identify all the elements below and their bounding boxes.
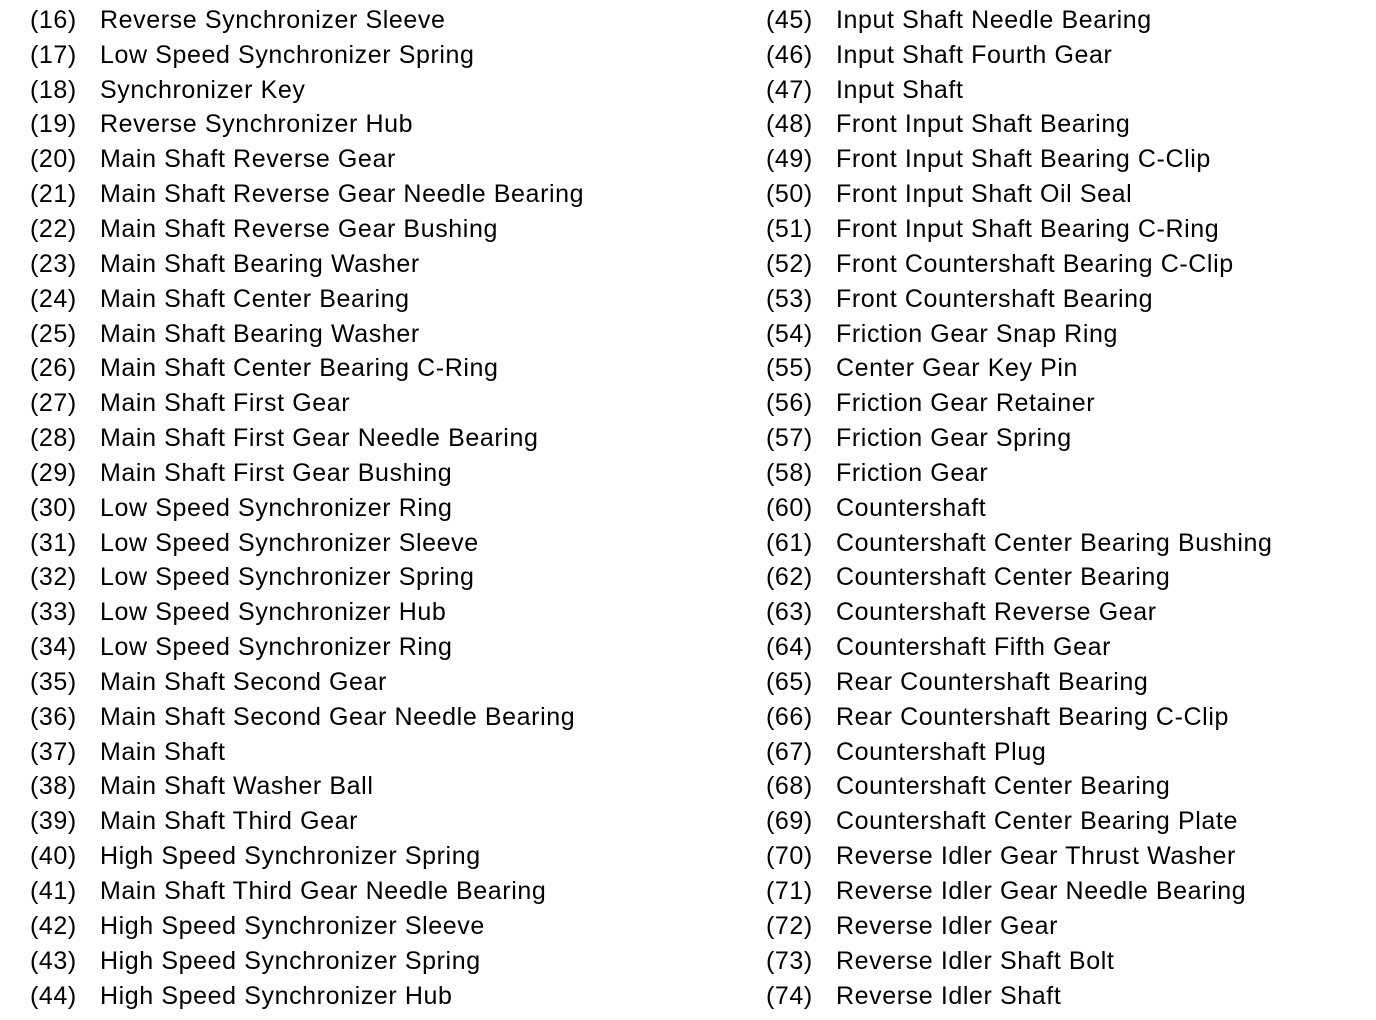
parts-list-right [766,3,1366,1013]
part-name: Low Speed Synchronizer Spring [100,40,475,69]
list-item [30,421,730,456]
part-number: (21) [30,180,77,209]
part-name: Main Shaft Center Bearing [100,284,410,313]
list-item [30,630,730,665]
part-number: (49) [766,145,813,174]
list-item [30,386,730,421]
part-name: Friction Gear Retainer [836,389,1096,418]
part-name: Synchronizer Key [100,75,306,104]
list-item [766,38,1366,73]
list-item [766,979,1366,1014]
part-number: (72) [766,911,813,940]
list-item [30,979,730,1014]
list-item [30,177,730,212]
list-item [766,177,1366,212]
list-item [30,108,730,143]
list-item [30,665,730,700]
parts-list-left [30,3,730,1013]
part-number: (63) [766,598,813,627]
part-number: (67) [766,737,813,766]
part-number: (16) [30,5,77,34]
part-name: Main Shaft Washer Ball [100,772,374,801]
part-name: Countershaft Plug [836,737,1047,766]
list-item [30,770,730,805]
part-number: (42) [30,911,77,940]
list-item [30,839,730,874]
part-number: (71) [766,877,813,906]
list-item [766,421,1366,456]
part-name: Countershaft Fifth Gear [836,633,1112,662]
part-name: Main Shaft Second Gear Needle Bearing [100,702,576,731]
part-name: Reverse Idler Gear Thrust Washer [836,842,1236,871]
list-item [766,456,1366,491]
list-item [30,595,730,630]
part-number: (52) [766,249,813,278]
part-number: (60) [766,493,813,522]
part-number: (24) [30,284,77,313]
list-item [30,38,730,73]
list-item [766,212,1366,247]
list-item [30,456,730,491]
list-item [766,561,1366,596]
list-item [30,491,730,526]
part-number: (58) [766,458,813,487]
part-number: (25) [30,319,77,348]
list-item [766,944,1366,979]
part-name: Rear Countershaft Bearing C-Clip [836,702,1229,731]
list-item [766,491,1366,526]
list-item [766,282,1366,317]
list-item [766,735,1366,770]
list-item [30,735,730,770]
list-item [30,944,730,979]
list-item [766,700,1366,735]
part-number: (61) [766,528,813,557]
list-item [30,804,730,839]
part-number: (73) [766,946,813,975]
part-name: Low Speed Synchronizer Ring [100,633,453,662]
part-number: (36) [30,702,77,731]
part-name: Main Shaft First Gear Needle Bearing [100,424,539,453]
list-item [766,142,1366,177]
part-name: Countershaft [836,493,987,522]
list-item [30,282,730,317]
part-name: Friction Gear Spring [836,424,1072,453]
part-number: (17) [30,40,77,69]
list-item [766,839,1366,874]
list-item [30,3,730,38]
part-number: (44) [30,981,77,1010]
list-item [766,247,1366,282]
part-number: (33) [30,598,77,627]
part-name: Reverse Idler Gear [836,911,1058,940]
part-number: (74) [766,981,813,1010]
part-name: Center Gear Key Pin [836,354,1079,383]
part-number: (23) [30,249,77,278]
part-number: (34) [30,633,77,662]
list-item [30,351,730,386]
part-name: Main Shaft Third Gear [100,807,359,836]
list-item [30,700,730,735]
list-item [30,317,730,352]
part-name: Main Shaft Second Gear [100,667,387,696]
part-number: (55) [766,354,813,383]
part-number: (56) [766,389,813,418]
part-number: (20) [30,145,77,174]
list-item [30,561,730,596]
part-name: Countershaft Center Bearing Bushing [836,528,1273,557]
list-item [766,351,1366,386]
part-name: Low Speed Synchronizer Sleeve [100,528,479,557]
list-item [766,630,1366,665]
part-name: Countershaft Center Bearing [836,563,1171,592]
part-number: (41) [30,877,77,906]
part-number: (30) [30,493,77,522]
part-number: (48) [766,110,813,139]
part-number: (32) [30,563,77,592]
part-name: Front Countershaft Bearing C-Clip [836,249,1234,278]
part-name: Front Input Shaft Bearing [836,110,1131,139]
part-number: (57) [766,424,813,453]
part-name: Rear Countershaft Bearing [836,667,1149,696]
part-number: (37) [30,737,77,766]
list-item [766,909,1366,944]
part-number: (66) [766,702,813,731]
list-item [766,595,1366,630]
list-item [766,108,1366,143]
part-number: (69) [766,807,813,836]
part-number: (51) [766,214,813,243]
part-number: (54) [766,319,813,348]
part-name: Main Shaft Reverse Gear Needle Bearing [100,180,585,209]
part-name: Reverse Synchronizer Sleeve [100,5,446,34]
part-name: Main Shaft Reverse Gear Bushing [100,214,498,243]
part-number: (28) [30,424,77,453]
list-item [30,212,730,247]
part-name: Low Speed Synchronizer Hub [100,598,447,627]
part-number: (68) [766,772,813,801]
part-name: Main Shaft Bearing Washer [100,319,420,348]
part-name: Main Shaft Third Gear Needle Bearing [100,877,547,906]
part-number: (31) [30,528,77,557]
part-name: Main Shaft [100,737,226,766]
part-number: (47) [766,75,813,104]
part-name: High Speed Synchronizer Spring [100,842,481,871]
part-number: (18) [30,75,77,104]
part-name: Low Speed Synchronizer Ring [100,493,453,522]
part-number: (29) [30,458,77,487]
part-name: Friction Gear Snap Ring [836,319,1118,348]
part-name: Main Shaft First Gear [100,389,351,418]
part-name: High Speed Synchronizer Hub [100,981,453,1010]
part-name: Main Shaft First Gear Bushing [100,458,453,487]
part-number: (62) [766,563,813,592]
part-name: Front Input Shaft Oil Seal [836,180,1133,209]
part-name: Input Shaft Needle Bearing [836,5,1152,34]
part-name: Input Shaft Fourth Gear [836,40,1113,69]
part-number: (22) [30,214,77,243]
part-number: (45) [766,5,813,34]
part-name: Reverse Idler Shaft [836,981,1062,1010]
part-number: (50) [766,180,813,209]
list-item [766,3,1366,38]
list-item [766,526,1366,561]
part-number: (19) [30,110,77,139]
part-name: Countershaft Center Bearing Plate [836,807,1238,836]
part-number: (65) [766,667,813,696]
list-item [30,247,730,282]
part-number: (46) [766,40,813,69]
part-name: Reverse Synchronizer Hub [100,110,414,139]
part-name: High Speed Synchronizer Spring [100,946,481,975]
part-name: Friction Gear [836,458,989,487]
part-name: High Speed Synchronizer Sleeve [100,911,485,940]
part-name: Reverse Idler Shaft Bolt [836,946,1115,975]
part-name: Countershaft Center Bearing [836,772,1171,801]
part-name: Reverse Idler Gear Needle Bearing [836,877,1247,906]
list-item [766,874,1366,909]
list-item [30,73,730,108]
part-number: (27) [30,389,77,418]
list-item [766,73,1366,108]
part-number: (39) [30,807,77,836]
part-number: (53) [766,284,813,313]
part-number: (64) [766,633,813,662]
list-item [30,526,730,561]
part-number: (43) [30,946,77,975]
part-name: Front Countershaft Bearing [836,284,1154,313]
list-item [30,909,730,944]
part-name: Input Shaft [836,75,964,104]
list-item [30,142,730,177]
part-name: Front Input Shaft Bearing C-Ring [836,214,1220,243]
list-item [766,386,1366,421]
part-number: (38) [30,772,77,801]
part-number: (40) [30,842,77,871]
part-name: Countershaft Reverse Gear [836,598,1157,627]
part-name: Main Shaft Bearing Washer [100,249,420,278]
list-item [766,317,1366,352]
part-number: (35) [30,667,77,696]
list-item [766,770,1366,805]
part-name: Main Shaft Reverse Gear [100,145,396,174]
part-number: (26) [30,354,77,383]
list-item [766,804,1366,839]
part-name: Low Speed Synchronizer Spring [100,563,475,592]
list-item [766,665,1366,700]
list-item [30,874,730,909]
part-name: Front Input Shaft Bearing C-Clip [836,145,1211,174]
part-number: (70) [766,842,813,871]
part-name: Main Shaft Center Bearing C-Ring [100,354,499,383]
